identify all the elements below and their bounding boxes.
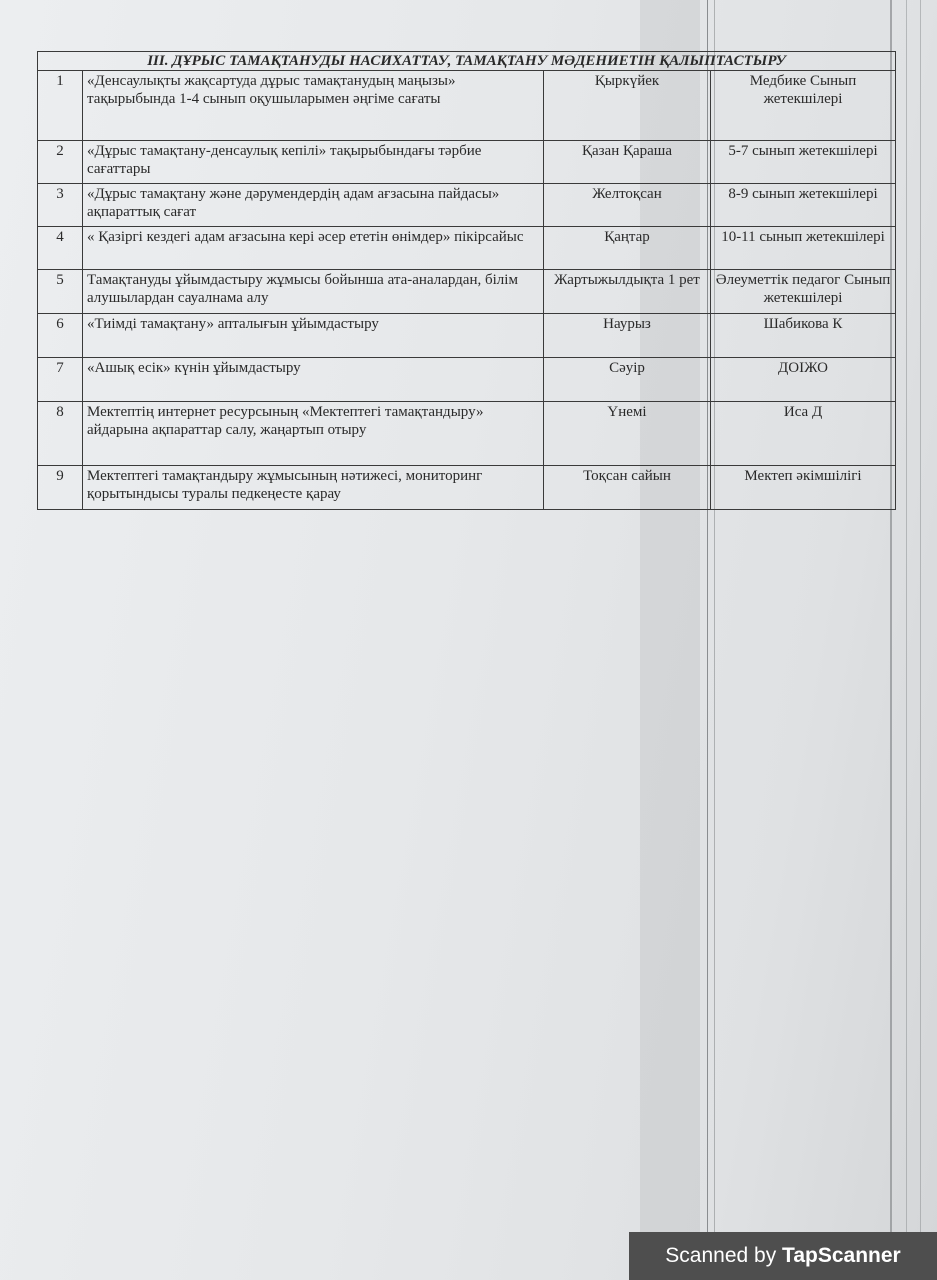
row-number: 2 (38, 141, 83, 184)
activity-cell: «Ашық есік» күнін ұйымдастыру (83, 358, 544, 402)
row-number: 4 (38, 227, 83, 270)
watermark-prefix: Scanned by (665, 1244, 783, 1267)
section-title: III. ДҰРЫС ТАМАҚТАНУДЫ НАСИХАТТАУ, ТАМАҚТАНУ МӘДЕНИЕТІН ҚАЛЫПТАСТЫРУ (38, 52, 896, 71)
page-edge-line (920, 0, 921, 1280)
table-row (38, 184, 896, 227)
timing-cell: Желтоқсан (544, 184, 711, 227)
row-number: 8 (38, 402, 83, 466)
watermark-brand: TapScanner (782, 1244, 901, 1267)
responsible-cell: 5-7 сынып жетекшілері (711, 141, 896, 184)
responsible-cell: Мектеп әкімшілігі (711, 466, 896, 510)
row-number: 6 (38, 314, 83, 358)
timing-cell: Қыркүйек (544, 71, 711, 141)
timing-cell: Сәуір (544, 358, 711, 402)
scanner-watermark (629, 1232, 937, 1280)
row-number: 1 (38, 71, 83, 141)
table-row (38, 141, 896, 184)
plan-table (37, 51, 896, 510)
page-edge-line (906, 0, 907, 1280)
activity-cell: «Дұрыс тамақтану-денсаулық кепілі» тақырыбындағы тәрбие сағаттары (83, 141, 544, 184)
table-row (38, 71, 896, 141)
responsible-cell: Медбике Сынып жетекшілері (711, 71, 896, 141)
row-number: 9 (38, 466, 83, 510)
responsible-cell: 8-9 сынып жетекшілері (711, 184, 896, 227)
row-number: 7 (38, 358, 83, 402)
timing-cell: Үнемі (544, 402, 711, 466)
table-row (38, 270, 896, 314)
table-row (38, 314, 896, 358)
timing-cell: Жартыжылдықта 1 рет (544, 270, 711, 314)
responsible-cell: Шабикова К (711, 314, 896, 358)
activity-cell: Тамақтануды ұйымдастыру жұмысы бойынша ата-аналардан, білім алушылардан сауалнама алу (83, 270, 544, 314)
timing-cell: Қазан Қараша (544, 141, 711, 184)
activity-cell: «Дұрыс тамақтану және дәрумендердің адам ағзасына пайдасы» ақпараттық сағат (83, 184, 544, 227)
responsible-cell: Иса Д (711, 402, 896, 466)
timing-cell: Қаңтар (544, 227, 711, 270)
table-row (38, 402, 896, 466)
responsible-cell: Әлеуметтік педагог Сынып жетекшілері (711, 270, 896, 314)
activity-cell: Мектептегі тамақтандыру жұмысының нәтижесі, мониторинг қорытындысы туралы педкеңесте қарау (83, 466, 544, 510)
timing-cell: Наурыз (544, 314, 711, 358)
activity-cell: «Денсаулықты жақсартуда дұрыс тамақтанудың маңызы» тақырыбында 1-4 сынып оқушыларымен әңгіме сағаты (83, 71, 544, 141)
timing-cell: Тоқсан сайын (544, 466, 711, 510)
table-row (38, 358, 896, 402)
row-number: 3 (38, 184, 83, 227)
activity-cell: «Тиімді тамақтану» апталығын ұйымдастыру (83, 314, 544, 358)
table-row (38, 466, 896, 510)
row-number: 5 (38, 270, 83, 314)
activity-cell: Мектептің интернет ресурсының «Мектептегі тамақтандыру» айдарына ақпараттар салу, жаңартып отыру (83, 402, 544, 466)
responsible-cell: ДОІЖО (711, 358, 896, 402)
activity-cell: « Қазіргі кездегі адам ағзасына кері әсер ететін өнімдер» пікірсайыс (83, 227, 544, 270)
responsible-cell: 10-11 сынып жетекшілері (711, 227, 896, 270)
table-row (38, 227, 896, 270)
